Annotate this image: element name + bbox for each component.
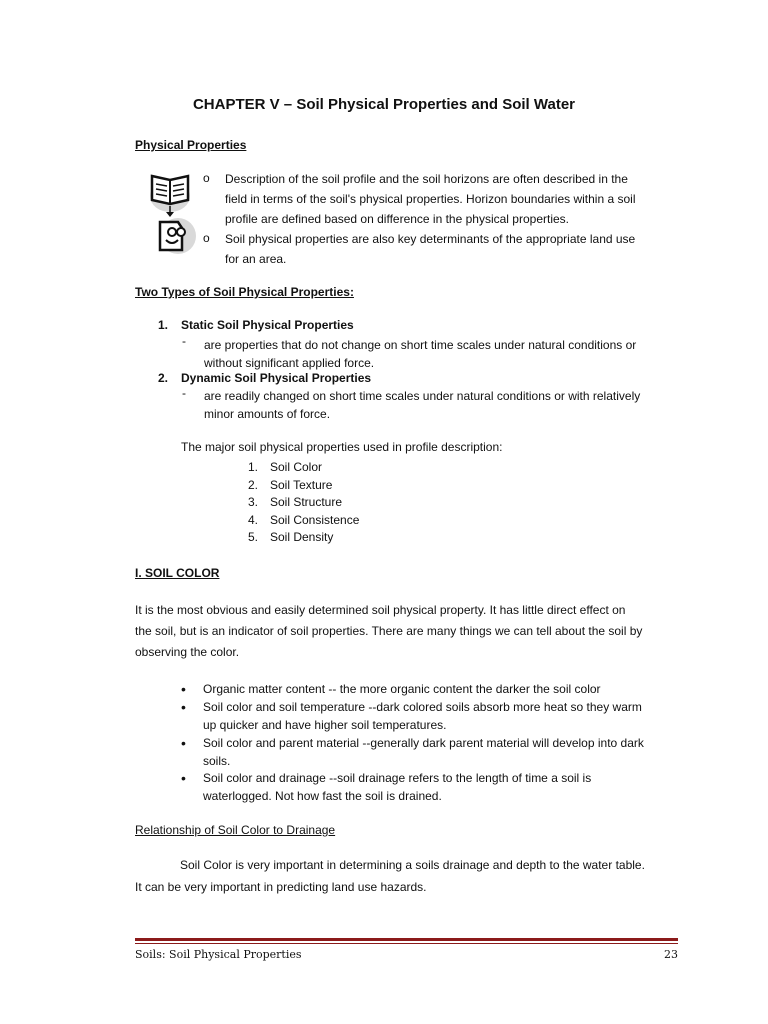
list-item [248, 512, 359, 530]
list-item [248, 529, 359, 547]
text-line: waterlogged. Not how fast the soil is drained. [203, 788, 442, 803]
text-line: minor amounts of force. [204, 407, 331, 421]
text-line: soils. [203, 753, 231, 768]
text-line: It can be very important in predicting land use hazards. [135, 880, 427, 894]
list-item [248, 477, 359, 495]
text-line: Soil Color is very important in determining a soils drainage and depth to the water table. [180, 858, 645, 872]
text-line: the soil, but is an indicator of soil properties. There are many things we can tell about the soil by [135, 624, 643, 638]
section-heading-drainage: Relationship of Soil Color to Drainage [135, 823, 336, 837]
text-line: Soil color and drainage --soil drainage refers to the length of time a soil is [203, 771, 592, 785]
list-item [248, 494, 359, 512]
bullet-marker: • [181, 681, 186, 697]
page-title: CHAPTER V – Soil Physical Properties and Soil Water [192, 96, 576, 113]
bullet-marker: o [203, 171, 210, 185]
property-type-description [204, 336, 636, 372]
text-line: Soil physical properties are also key determinants of the appropriate land use [225, 232, 636, 246]
bullet-marker: o [203, 231, 210, 245]
text-line: observing the color. [135, 645, 240, 659]
text-line: for an area. [225, 252, 287, 266]
list-number: 3. [248, 495, 259, 509]
text-line: up quicker and have higher soil temperatures. [203, 717, 447, 732]
section-heading-soil-color: I. SOIL COLOR [135, 566, 220, 580]
book-reader-icon [148, 170, 198, 254]
list-number: 5. [248, 530, 259, 544]
list-text: Soil Structure [270, 495, 343, 509]
list-text: Soil Density [270, 530, 334, 544]
list-item [203, 681, 601, 699]
page-number: 23 [664, 948, 678, 961]
bullet-marker: • [181, 770, 186, 786]
list-text: Soil Texture [270, 477, 333, 492]
list-item [203, 699, 642, 734]
major-properties-list [248, 459, 359, 547]
text-line: field in terms of the soil's physical properties. Horizon boundaries within a soil [225, 192, 636, 206]
footer-title: Soils: Soil Physical Properties [135, 948, 302, 961]
section-heading-physical-properties: Physical Properties [135, 138, 247, 152]
list-item [225, 229, 635, 269]
dash-marker: - [182, 334, 186, 348]
property-type-name: Static Soil Physical Properties [181, 318, 354, 332]
list-item [248, 459, 359, 477]
drainage-paragraph [135, 854, 645, 898]
footer-divider-thin [135, 943, 678, 944]
bullet-marker: • [181, 699, 186, 715]
footer-divider [135, 938, 678, 941]
text-line: It is the most obvious and easily determined soil physical property. It has little direct effect on [135, 603, 626, 617]
list-number: 2. [248, 477, 259, 492]
list-text: Soil Color [270, 460, 323, 474]
list-item [203, 735, 644, 770]
property-type-name: Dynamic Soil Physical Properties [181, 371, 372, 385]
list-number: 1. [158, 318, 169, 332]
text-line: are properties that do not change on short time scales under natural conditions or [204, 338, 637, 352]
soil-color-intro [135, 600, 642, 663]
bullet-marker: • [181, 735, 186, 751]
list-number: 1. [248, 460, 259, 474]
section-heading-two-types: Two Types of Soil Physical Properties: [135, 285, 354, 299]
list-number: 4. [248, 512, 259, 527]
text-line: are readily changed on short time scales under natural conditions or with relatively [204, 389, 641, 403]
property-type-description [204, 387, 640, 423]
list-number: 2. [158, 371, 169, 385]
list-item [225, 169, 635, 229]
dash-marker: - [182, 386, 186, 400]
text-line: without significant applied force. [204, 356, 375, 370]
text-line: Organic matter content -- the more organic content the darker the soil color [203, 682, 601, 696]
text-line: profile are defined based on difference in the physical properties. [225, 212, 569, 226]
text-line: Soil color and parent material --generally dark parent material will develop into dark [203, 736, 644, 750]
text-line: Description of the soil profile and the soil horizons are often described in the [225, 172, 628, 186]
list-text: Soil Consistence [270, 512, 360, 527]
major-properties-intro: The major soil physical properties used in profile description: [181, 440, 503, 454]
list-item [203, 770, 591, 805]
text-line: Soil color and soil temperature --dark colored soils absorb more heat so they warm [203, 700, 642, 714]
